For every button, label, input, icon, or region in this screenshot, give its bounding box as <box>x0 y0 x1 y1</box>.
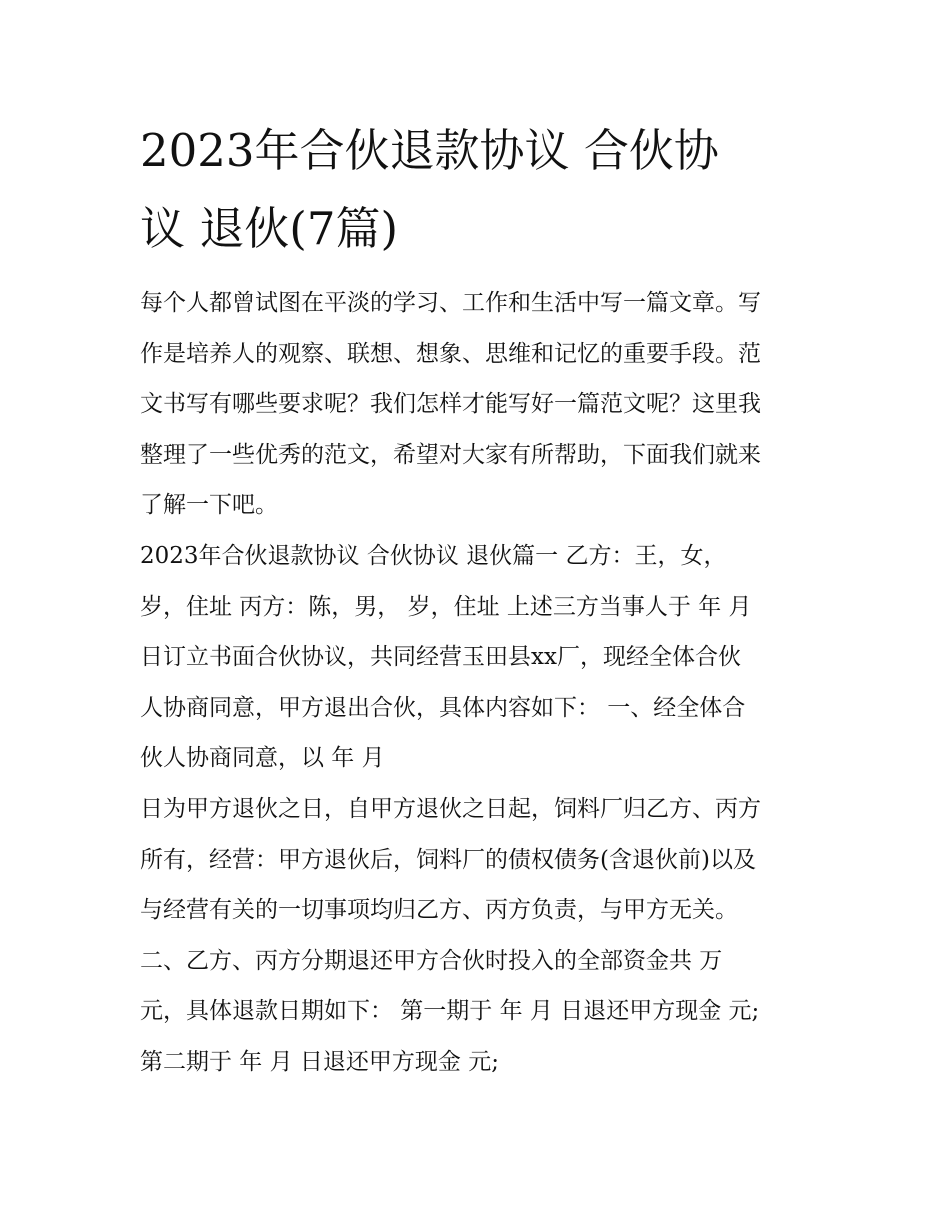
body-line: 每个人都曾试图在平淡的学习、工作和生活中写一篇文章。写 <box>140 290 761 316</box>
body-line: 作是培养人的观察、联想、想象、思维和记忆的重要手段。范 <box>140 340 761 367</box>
body-line: 二、乙方、丙方分期退还甲方合伙时投入的全部资金共 万 <box>140 947 723 974</box>
document-body <box>140 278 820 1088</box>
body-line: 文书写有哪些要求呢？我们怎样才能写好一篇范文呢？这里我 <box>140 391 761 418</box>
title-line-1: 2023年合伙退款协议 合伙协 <box>140 124 719 177</box>
document-page <box>140 112 820 1088</box>
body-line: 元，具体退款日期如下： 第一期于 年 月 日退还甲方现金 元; <box>140 998 760 1025</box>
body-line: 伙人协商同意，以 年 月 <box>140 745 385 772</box>
body-line: 岁，住址 丙方：陈，男， 岁，住址 上述三方当事人于 年 月 <box>140 593 752 620</box>
body-line: 与经营有关的一切事项均归乙方、丙方负责，与甲方无关。 <box>140 897 738 924</box>
body-line: 所有，经营：甲方退伙后，饲料厂的债权债务(含退伙前)以及 <box>140 846 756 873</box>
body-line: 第二期于 年 月 日退还甲方现金 元; <box>140 1048 499 1075</box>
title-line-2: 议 退伙(7篇) <box>140 202 399 255</box>
body-line: 日为甲方退伙之日，自甲方退伙之日起，饲料厂归乙方、丙方 <box>140 795 761 822</box>
body-line: 整理了一些优秀的范文，希望对大家有所帮助，下面我们就来 <box>140 441 761 468</box>
body-line: 了解一下吧。 <box>140 492 278 519</box>
document-title <box>140 112 820 268</box>
body-line: 日订立书面合伙协议，共同经营玉田县xx厂，现经全体合伙 <box>140 644 741 671</box>
body-line: 人协商同意，甲方退出合伙，具体内容如下： 一、经全体合 <box>140 694 746 721</box>
body-line: 2023年合伙退款协议 合伙协议 退伙篇一 乙方：王，女， <box>140 542 727 569</box>
